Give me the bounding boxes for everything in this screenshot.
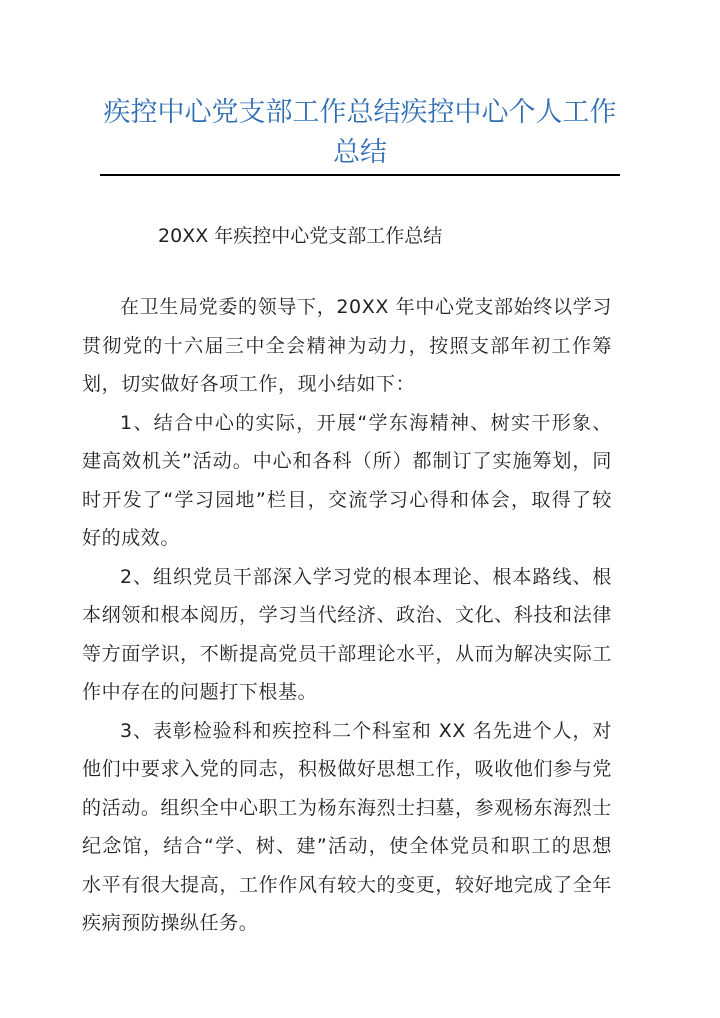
paragraph-intro: 在卫生局党委的领导下，20XX 年中心党支部始终以学习贯彻党的十六届三中全会精神为动力，按照支部年初工作筹划，切实做好各项工作，现小结如下： <box>82 296 612 395</box>
document-subtitle: 20XX 年疾控中心党支部工作总结 <box>158 225 443 247</box>
paragraph-item-1: 1、结合中心的实际，开展“学东海精神、树实干形象、建高效机关”活动。中心和各科（所）都制订了实施筹划，同时开发了“学习园地”栏目，交流学习心得和体会，取得了较好的成效。 <box>82 411 612 549</box>
paragraph-item-2: 2、组织党员干部深入学习党的根本理论、根本路线、根本纲领和根本阅历，学习当代经济、政治、文化、科技和法律等方面学识，不断提高党员干部理论水平，从而为解决实际工作中存在的问题打下根基。 <box>82 565 612 703</box>
document-body <box>82 288 612 943</box>
title-divider <box>100 174 620 176</box>
document-title: 疾控中心党支部工作总结疾控中心个人工作总结 <box>103 97 617 168</box>
paragraph-item-3: 3、表彰检验科和疾控科二个科室和 XX 名先进个人，对他们中要求入党的同志，积极做好思想工作，吸收他们参与党的活动。组织全中心职工为杨东海烈士扫墓，参观杨东海烈士纪念馆，结合“学、树、建”活动，使全体党员和职工的思想水平有很大提高，工作作风有较大的变更，较好地完成了全年疾病预防操纵任务。 <box>82 719 612 934</box>
